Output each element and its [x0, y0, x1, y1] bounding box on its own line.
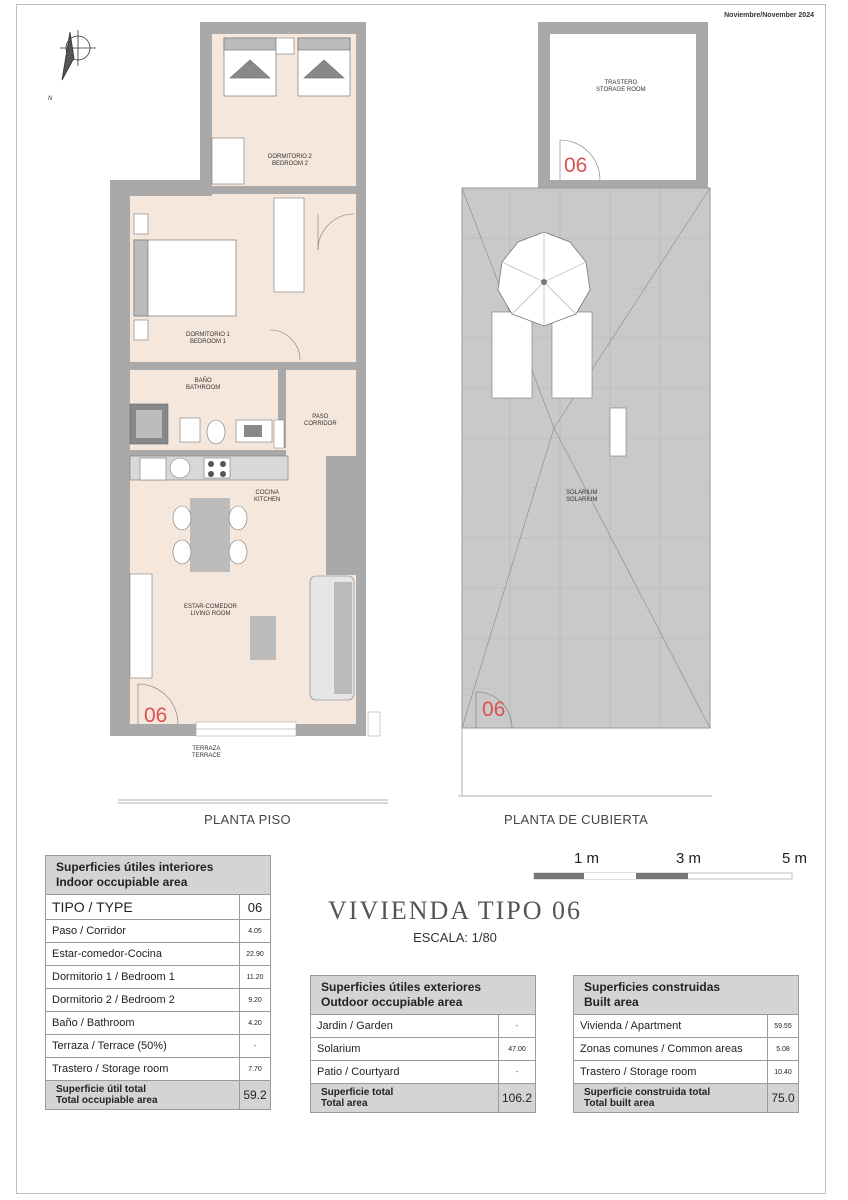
table-row	[46, 1035, 271, 1058]
scale-bar	[534, 873, 792, 879]
row-label: Paso / Corridor	[46, 920, 240, 943]
room-name: BAÑO	[194, 378, 212, 384]
indoor-header	[46, 856, 271, 895]
outdoor-area-table	[310, 975, 536, 1113]
page-title: VIVIENDA TIPO 06	[328, 896, 582, 925]
table-row	[46, 1012, 271, 1035]
ground-plan-title: PLANTA PISO	[204, 812, 291, 827]
row-label: Dormitorio 2 / Bedroom 2	[46, 989, 240, 1012]
room-name-en: LIVING ROOM	[190, 611, 231, 617]
label-kitchen	[254, 490, 280, 504]
dining-table	[190, 498, 230, 572]
built-header-en: Built area	[584, 995, 639, 1009]
label-bedroom-1	[186, 332, 230, 346]
table-row	[46, 1058, 271, 1081]
scale-text: ESCALA: 1/80	[413, 930, 497, 945]
row-label: Terraza / Terrace (50%)	[46, 1035, 240, 1058]
type-label: TIPO / TYPE	[46, 895, 240, 920]
outdoor-total-label	[311, 1084, 499, 1113]
room-name-en: SOLARIUM	[566, 497, 598, 503]
table-row	[574, 1061, 799, 1084]
indoor-header-es: Superficies útiles interiores	[56, 860, 214, 874]
type-value: 06	[240, 895, 271, 920]
row-label: Solarium	[311, 1038, 499, 1061]
row-label: Trastero / Storage room	[574, 1061, 768, 1084]
unit-number-storage: 06	[564, 154, 588, 177]
row-label: Dormitorio 1 / Bedroom 1	[46, 966, 240, 989]
room-name: COCINA	[255, 490, 279, 496]
row-value: 11.20	[240, 966, 271, 989]
wardrobe	[274, 198, 304, 292]
row-label: Estar-comedor-Cocina	[46, 943, 240, 966]
table-row	[311, 1015, 536, 1038]
room-name-en: STORAGE ROOM	[596, 87, 646, 93]
label-terrace	[192, 746, 221, 760]
outdoor-header-en: Outdoor occupiable area	[321, 995, 463, 1009]
unit-number-ground: 06	[144, 704, 168, 727]
row-value: 4.05	[240, 920, 271, 943]
sun-lounger-left	[492, 312, 532, 398]
table-row	[46, 966, 271, 989]
row-label: Trastero / Storage room	[46, 1058, 240, 1081]
scale-label-5m: 5 m	[782, 850, 808, 867]
room-name: TERRAZA	[192, 746, 221, 752]
scale-label-3m: 3 m	[676, 850, 702, 867]
indoor-total-label	[46, 1081, 240, 1110]
indoor-area-table	[45, 855, 271, 1110]
outdoor-header-es: Superficies útiles exteriores	[321, 980, 482, 994]
built-header-es: Superficies construidas	[584, 980, 721, 994]
hob-icon	[204, 458, 230, 478]
outdoor-header	[311, 976, 536, 1015]
table-row	[46, 989, 271, 1012]
label-corridor	[304, 414, 337, 428]
total-label-es: Superficie útil total	[56, 1084, 147, 1095]
room-name: DORMITORIO 2	[268, 154, 312, 160]
row-value: 4.20	[240, 1012, 271, 1035]
outdoor-total-value: 106.2	[498, 1084, 535, 1113]
table-row	[46, 943, 271, 966]
room-name-en: CORRIDOR	[304, 421, 337, 427]
room-name-en: TERRACE	[192, 753, 221, 759]
roof-plan	[458, 22, 712, 796]
roof-plan-title: PLANTA DE CUBIERTA	[504, 812, 649, 827]
total-label-es: Superficie construida total	[584, 1087, 711, 1098]
scale-label-1m: 1 m	[574, 850, 600, 867]
coffee-table	[250, 616, 276, 660]
row-value: 10.40	[768, 1061, 799, 1084]
room-name: SOLARIUM	[566, 490, 598, 496]
row-value: 47.00	[498, 1038, 535, 1061]
total-label-en: Total occupiable area	[56, 1095, 158, 1106]
date-label: Noviembre/November 2024	[724, 12, 814, 19]
north-arrow-icon	[60, 30, 96, 80]
label-bedroom-2	[268, 154, 312, 168]
ground-floor-plan	[110, 22, 388, 803]
label-solarium	[566, 490, 597, 504]
room-name: TRASTERO	[604, 80, 638, 86]
row-value: -	[498, 1015, 535, 1038]
row-value: -	[498, 1061, 535, 1084]
room-name: PASO	[312, 414, 329, 420]
table-row	[46, 920, 271, 943]
north-label: N	[48, 96, 53, 102]
indoor-header-en: Indoor occupiable area	[56, 875, 188, 889]
room-name-en: BEDROOM 1	[189, 339, 226, 345]
label-bathroom	[186, 378, 220, 392]
total-label-en: Total area	[321, 1098, 368, 1109]
row-label: Vivienda / Apartment	[574, 1015, 768, 1038]
room-name-en: BEDROOM 2	[271, 161, 308, 167]
unit-number-roof: 06	[482, 698, 506, 721]
row-value: 5.08	[768, 1038, 799, 1061]
total-label-en: Total built area	[584, 1098, 655, 1109]
indoor-total-value: 59.2	[240, 1081, 271, 1110]
total-label-es: Superficie total	[321, 1087, 394, 1098]
built-total-label	[574, 1084, 768, 1113]
table-row	[311, 1061, 536, 1084]
row-value: -	[240, 1035, 271, 1058]
row-value: 22.90	[240, 943, 271, 966]
shower-column	[610, 408, 626, 456]
table-row	[574, 1015, 799, 1038]
row-value: 7.70	[240, 1058, 271, 1081]
row-value: 9.20	[240, 989, 271, 1012]
row-label: Jardin / Garden	[311, 1015, 499, 1038]
built-header	[574, 976, 799, 1015]
double-bed-1-icon	[134, 240, 236, 316]
sun-lounger-right	[552, 312, 592, 398]
sideboard	[130, 574, 152, 678]
toilet-icon	[207, 420, 225, 444]
room-name: DORMITORIO 1	[186, 332, 230, 338]
room-name-en: BATHROOM	[186, 385, 221, 391]
label-storage-room	[596, 80, 646, 94]
room-name-en: KITCHEN	[254, 497, 281, 503]
built-total-value: 75.0	[768, 1084, 799, 1113]
row-label: Baño / Bathroom	[46, 1012, 240, 1035]
row-label: Zonas comunes / Common areas	[574, 1038, 768, 1061]
row-value: 59.55	[768, 1015, 799, 1038]
table-row	[311, 1038, 536, 1061]
row-label: Patio / Courtyard	[311, 1061, 499, 1084]
built-area-table	[573, 975, 799, 1113]
label-living-room	[184, 604, 237, 618]
table-row	[574, 1038, 799, 1061]
room-name: ESTAR-COMEDOR	[184, 604, 237, 610]
